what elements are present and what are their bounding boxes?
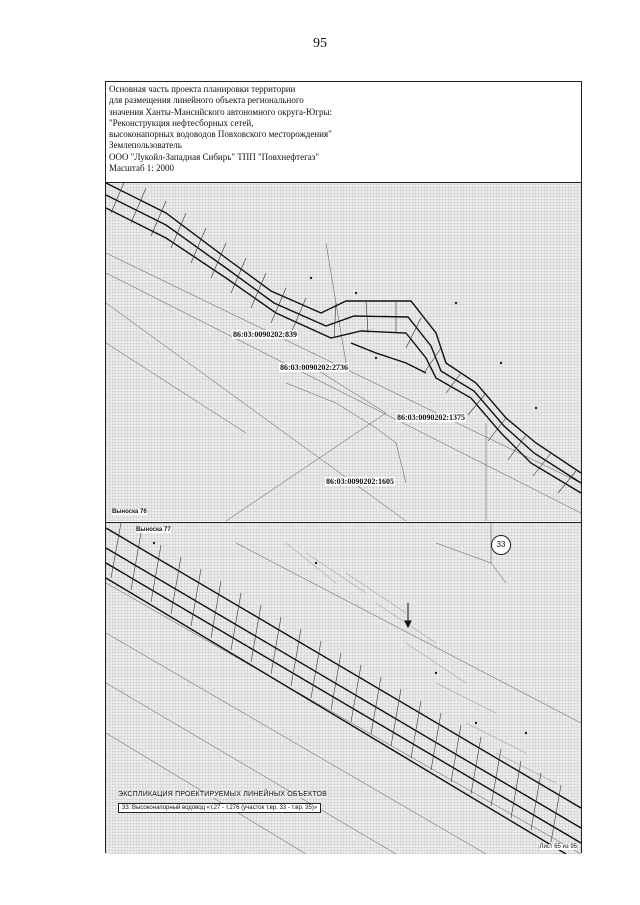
- scale-label: Масштаб 1: 2000: [109, 163, 175, 174]
- header-line: "Реконструкция нефтесборных сетей,: [109, 117, 254, 128]
- header-line: значения Ханты-Мансийского автономного округа-Югры:: [109, 106, 333, 117]
- map-inset-top: [106, 182, 581, 521]
- parcel-label: 86:03:0090202:2736: [280, 363, 348, 372]
- sheet-label: Лист 65 из 95: [539, 844, 577, 850]
- inset-label: Выноска 76: [112, 509, 147, 515]
- object-callout: 33: [491, 535, 511, 555]
- sheet-header: [106, 82, 581, 182]
- legend-item: 33. Высоконапорный водовод «т.27 - т.276 (участок т.вр. 33 - т.вр. 35)»: [118, 803, 321, 813]
- map-drawing-top: [106, 183, 581, 521]
- parcel-label: 86:03:0090202:839: [233, 330, 297, 339]
- page-number: 95: [313, 36, 327, 51]
- header-line: ООО "Лукойл-Западная Сибирь" ТПП "Повхнефтегаз": [109, 151, 320, 162]
- legend-title: ЭКСПЛИКАЦИЯ ПРОЕКТИРУЕМЫХ ЛИНЕЙНЫХ ОБЪЕКТОВ: [118, 791, 328, 798]
- parcel-label: 86:03:0090202:1375: [397, 413, 465, 422]
- parcel-label: 86:03:0090202:1605: [326, 477, 394, 486]
- inset-label: Выноска 77: [136, 527, 171, 533]
- header-line: Основная часть проекта планировки территории: [109, 84, 296, 94]
- header-line: для размещения линейного объекта регионального: [109, 95, 304, 106]
- header-line: Землепользователь: [109, 140, 182, 151]
- map-sheet-frame: [105, 81, 582, 853]
- header-line: высоконапорных водоводов Повховского месторождения": [109, 129, 332, 140]
- map-inset-bottom: [106, 522, 581, 854]
